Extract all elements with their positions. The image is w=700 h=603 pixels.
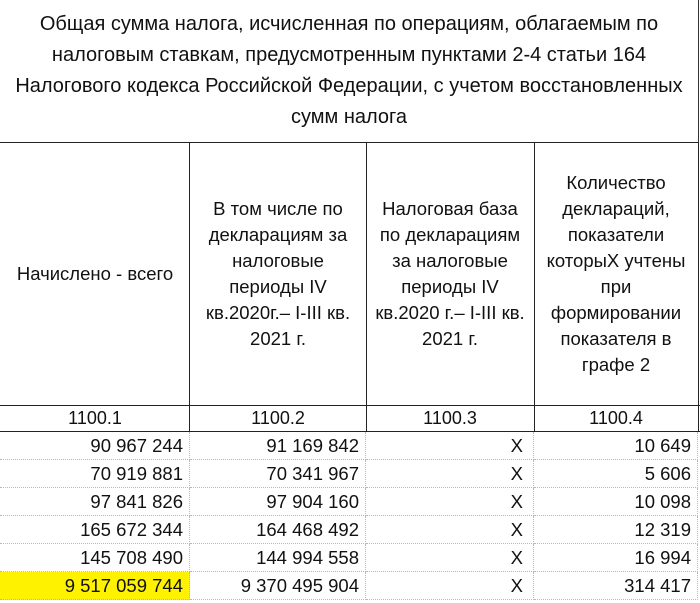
- cell-count[interactable]: 10 098: [534, 488, 698, 516]
- code-cell[interactable]: 1100.4: [589, 407, 643, 428]
- header-declarations-periods-label: В том числе по декларациям за налоговые периоды IV кв.2020г.– I-III кв. 2021 г.: [205, 198, 351, 349]
- column-code-row: [0, 405, 700, 432]
- cell-declared[interactable]: 144 994 558: [190, 544, 366, 572]
- cell-tax-base[interactable]: X: [366, 432, 534, 460]
- column-divider: [366, 143, 367, 432]
- cell-accrued[interactable]: 165 672 344: [0, 516, 190, 544]
- cell-count[interactable]: 10 649: [534, 432, 698, 460]
- cell-accrued[interactable]: 145 708 490: [0, 544, 190, 572]
- table-row: [0, 488, 700, 516]
- table-row: [0, 544, 700, 572]
- header-declarations-count-label: Количество деклараций, показатели которыХ учтены при формировании показателя в графе 2: [546, 172, 686, 375]
- cell-count[interactable]: 12 319: [534, 516, 698, 544]
- cell-count[interactable]: 16 994: [534, 544, 698, 572]
- cell-accrued-highlighted[interactable]: 9 517 059 744: [0, 572, 190, 600]
- cell-tax-base[interactable]: X: [366, 572, 534, 600]
- column-divider: [189, 143, 190, 432]
- cell-tax-base[interactable]: X: [366, 544, 534, 572]
- header-row: [0, 143, 700, 405]
- code-cell[interactable]: 1100.2: [251, 407, 305, 428]
- cell-accrued[interactable]: 70 919 881: [0, 460, 190, 488]
- header-declarations-count[interactable]: [534, 143, 698, 405]
- cell-tax-base[interactable]: X: [366, 460, 534, 488]
- cell-tax-base[interactable]: X: [366, 516, 534, 544]
- table-title: Общая сумма налога, исчисленная по операциям, облагаемым по налоговым ставкам, предусмотренным пунктами 2-4 статьи 164 Налогового кодекса Российской Федерации, с учетом восстановленных сумм налога: [15, 13, 683, 128]
- code-cell[interactable]: 1100.1: [68, 407, 122, 428]
- table-title-cell[interactable]: [0, 0, 699, 143]
- table-row: [0, 432, 700, 460]
- cell-declared[interactable]: 97 904 160: [190, 488, 366, 516]
- header-tax-base[interactable]: [366, 143, 534, 405]
- code-cell[interactable]: 1100.3: [423, 407, 477, 428]
- cell-count[interactable]: 5 606: [534, 460, 698, 488]
- column-divider: [698, 143, 699, 432]
- cell-declared[interactable]: 70 341 967: [190, 460, 366, 488]
- cell-declared[interactable]: 9 370 495 904: [190, 572, 366, 600]
- header-accrued-total-label: Начислено - всего: [16, 263, 174, 284]
- header-accrued-total[interactable]: [0, 143, 190, 405]
- header-tax-base-label: Налоговая база по декларациям за налоговые периоды IV кв.2020 г.– I-III кв. 2021 г.: [375, 198, 525, 349]
- cell-count[interactable]: 314 417: [534, 572, 698, 600]
- cell-accrued[interactable]: 97 841 826: [0, 488, 190, 516]
- cell-tax-base[interactable]: X: [366, 488, 534, 516]
- table-row: [0, 516, 700, 544]
- column-divider: [534, 143, 535, 432]
- table-row: [0, 572, 700, 600]
- cell-declared[interactable]: 164 468 492: [190, 516, 366, 544]
- cell-accrued[interactable]: 90 967 244: [0, 432, 190, 460]
- table-row: [0, 460, 700, 488]
- cell-declared[interactable]: 91 169 842: [190, 432, 366, 460]
- header-declarations-periods[interactable]: [190, 143, 366, 405]
